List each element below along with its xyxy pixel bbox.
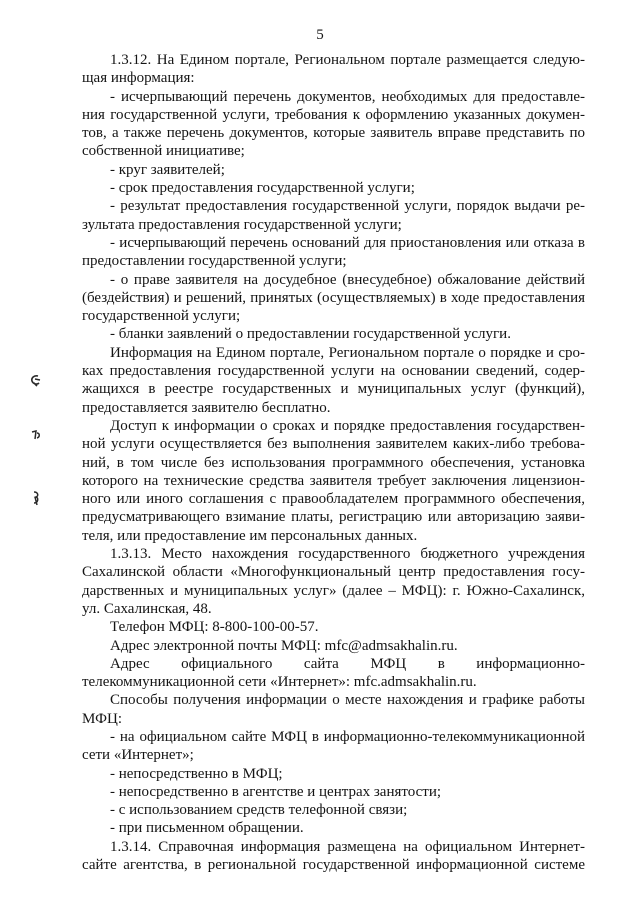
text-line: - непосредственно в МФЦ;: [110, 765, 283, 782]
list-item: [82, 88, 585, 161]
text-line: - исчерпывающий перечень документов, необходимых для предоставле-: [110, 88, 585, 105]
text-line: - исчерпывающий перечень оснований для приостановления или отказа в: [110, 234, 585, 251]
text-line: - результат предоставления государственной услуги, порядок выдачи ре-: [110, 198, 585, 215]
scan-artifact: [28, 373, 44, 389]
text-line: Способы получения информации о месте нахождения и графике работы: [110, 692, 585, 709]
text-line: ул. Сахалинская, 48.: [82, 600, 212, 617]
text-line: Адрес электронной почты МФЦ: mfc@admsakhalin.ru.: [110, 637, 458, 654]
text-line: - на официальном сайте МФЦ в информационно-телекоммуникационной: [110, 728, 585, 745]
text-line: теля, или предоставление им персональных данных.: [82, 527, 418, 544]
mfc-phone: [82, 618, 585, 636]
paragraph: [82, 417, 585, 545]
paragraph: [82, 691, 585, 728]
text-line: 1.3.13. Место нахождения государственного бюджетного учреждения: [110, 546, 585, 563]
list-item: [82, 234, 585, 271]
paragraph: [82, 344, 585, 417]
list-item: [82, 271, 585, 326]
text-line: дарственных и муниципальных услуг» (далее – МФЦ): г. Южно-Сахалинск,: [82, 582, 585, 599]
text-line: Сахалинской области «Многофункциональный центр предоставления госу-: [82, 564, 585, 581]
text-line: которого на технические средства заявителя требует заключения лицензион-: [82, 472, 585, 489]
text-line: телекоммуникационной сети «Интернет»: mfc.admsakhalin.ru.: [82, 674, 477, 691]
clause-1-3-13: [82, 545, 585, 618]
text-line: зультата предоставления государственной услуги;: [82, 216, 402, 233]
text-line: государственной услуги;: [82, 308, 241, 325]
scan-artifact: [28, 489, 44, 507]
text-line: - о праве заявителя на досудебное (внесудебное) обжалование действий: [110, 271, 585, 288]
list-item: [82, 819, 585, 837]
list-item: [82, 325, 585, 343]
text-line: 1.3.14. Справочная информация размещена на официальном Интернет-: [110, 838, 585, 855]
text-line: Адрес официального сайта МФЦ в информационно-: [110, 655, 585, 672]
text-line: щая информация:: [82, 70, 195, 87]
clause-1-3-14: [82, 838, 585, 875]
list-item: [82, 197, 585, 234]
text-line: - срок предоставления государственной услуги;: [110, 180, 415, 197]
text-line: предусматривающего взимание платы, регистрацию или авторизацию заяви-: [82, 509, 585, 526]
text-line: (бездействия) и решений, принятых (осуществляемых) в ходе предоставления: [82, 289, 585, 306]
text-line: ках предоставления государственной услуги на основании сведений, содер-: [82, 363, 585, 380]
list-item: [82, 179, 585, 197]
text-line: предоставляется заявителю бесплатно.: [82, 399, 331, 416]
text-line: жащихся в реестре государственных и муниципальных услуг (функций),: [82, 381, 585, 398]
list-item: [82, 765, 585, 783]
text-line: Доступ к информации о сроках и порядке предоставления государствен-: [110, 417, 585, 434]
text-line: тов, а также перечень документов, которые заявитель вправе представить по: [82, 125, 585, 142]
text-line: МФЦ:: [82, 710, 122, 727]
mfc-email: [82, 637, 585, 655]
list-item: [82, 728, 585, 765]
text-line: ного или иного соглашения с правообладателем программного обеспечения,: [82, 491, 585, 508]
text-line: Телефон МФЦ: 8-800-100-00-57.: [110, 619, 319, 636]
list-item: [82, 801, 585, 819]
text-line: ний, в том числе без использования программного обеспечения, установка: [82, 454, 585, 471]
document-body: [82, 51, 585, 874]
text-line: сети «Интернет»;: [82, 747, 194, 764]
list-item: [82, 161, 585, 179]
text-line: - при письменном обращении.: [110, 820, 304, 837]
text-line: - круг заявителей;: [110, 161, 225, 178]
text-line: - с использованием средств телефонной связи;: [110, 802, 408, 819]
text-line: - бланки заявлений о предоставлении государственной услуги.: [110, 326, 511, 343]
text-line: Информация на Едином портале, Региональном портале о порядке и сро-: [110, 344, 585, 361]
scan-artifact: [28, 427, 44, 443]
text-line: собственной инициативе;: [82, 143, 245, 160]
text-line: предоставлении государственной услуги;: [82, 253, 347, 270]
mfc-website: [82, 655, 585, 692]
clause-1-3-12: [82, 51, 585, 88]
text-line: ной услуги осуществляется без выполнения заявителем каких-либо требова-: [82, 436, 585, 453]
text-line: ния государственной услуги, требования к оформлению указанных докумен-: [82, 106, 585, 123]
text-line: 1.3.12. На Едином портале, Региональном портале размещается следую-: [110, 52, 585, 68]
text-line: сайте агентства, в региональной государственной информационной системе: [82, 857, 585, 874]
text-line: - непосредственно в агентстве и центрах занятости;: [110, 783, 442, 800]
page-number: 5: [316, 27, 324, 43]
list-item: [82, 783, 585, 801]
